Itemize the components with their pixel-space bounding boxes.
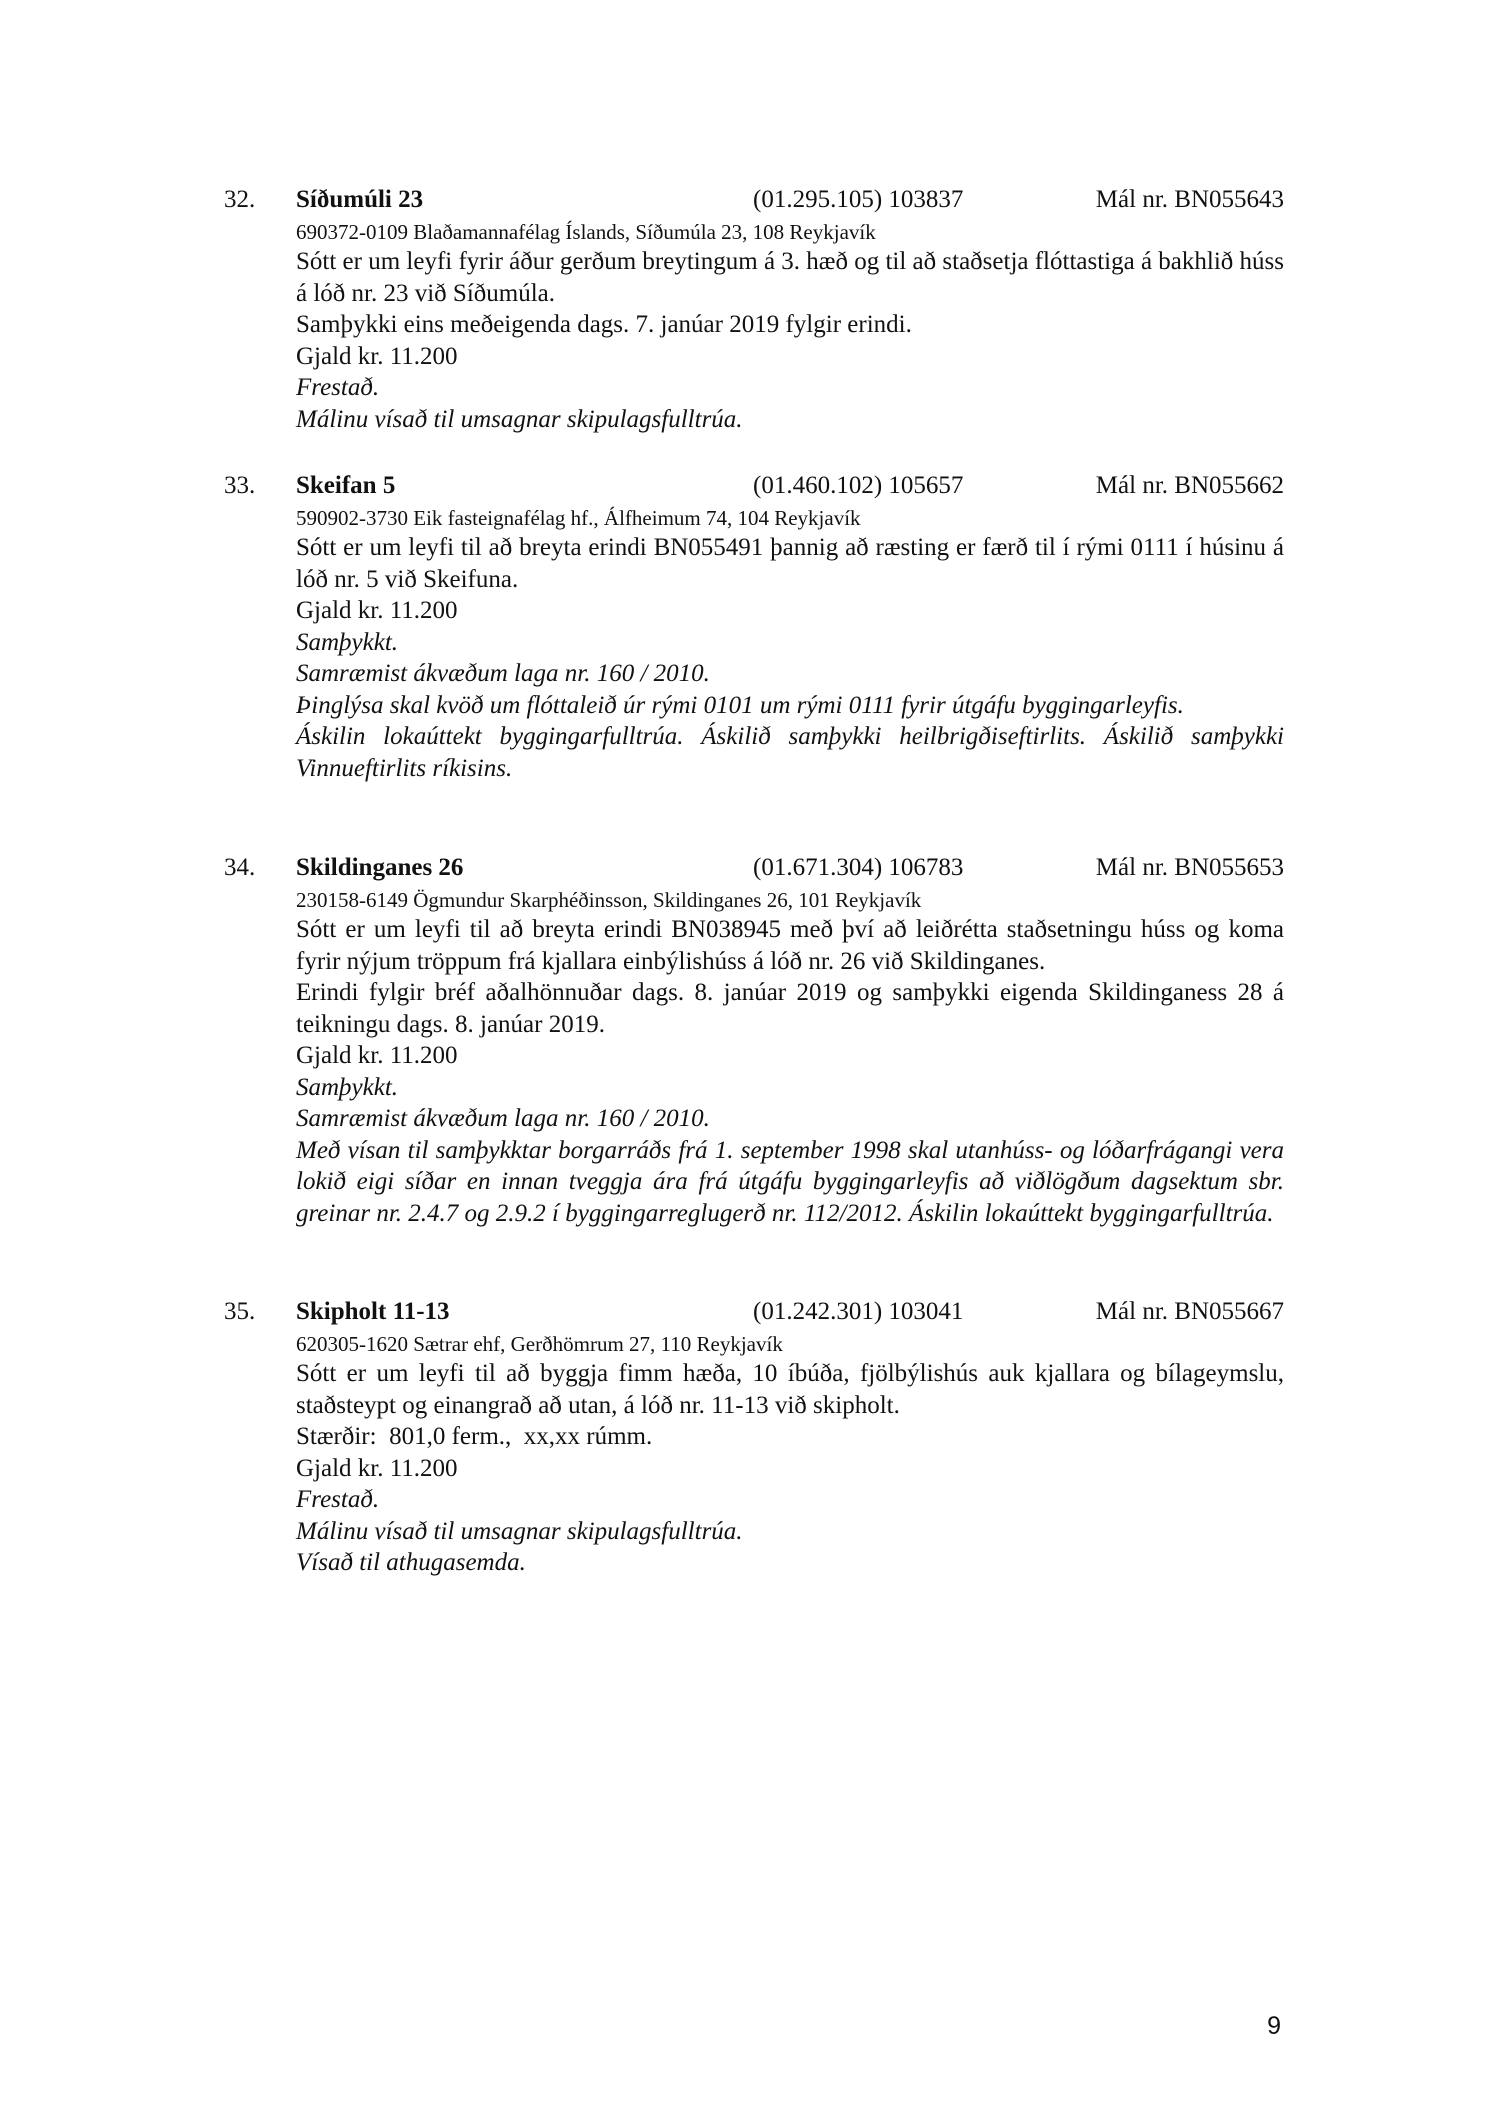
case-address: Skeifan 5 [296,472,396,499]
decision-note: Samræmist ákvæðum laga nr. 160 / 2010. [296,1105,710,1132]
land-id: (01.460.102) 105657 [753,472,964,499]
applicant: 620305-1620 Sætrar ehf, Gerðhömrum 27, 110 Reykjavík [296,1332,783,1356]
dimensions: Stærðir: 801,0 ferm., xx,xx rúmm. [296,1423,653,1450]
case-body [296,1358,1284,1579]
case-item-32 [224,182,1284,435]
applicant: 690372-0109 Blaðamannafélag Íslands, Síðumúla 23, 108 Reykjavík [296,220,876,244]
decision-note: Með vísan til samþykktar borgarráðs frá 1. september 1998 skal utanhúss- og lóðarfrágangi vera lokið eigi síðar en innan tveggja ára frá útgáfu byggingarleyfis að viðlögðum dagsektum sbr. greinar nr. 2.4.7 og 2.9.2 í byggingarreglugerð nr. 112/2012. Áskilin lokaúttekt byggingarfulltrúa. [296,1136,1284,1227]
case-header [224,850,1284,886]
case-item-34 [224,850,1284,1229]
decision-note: Vísað til athugasemda. [296,1549,526,1576]
decision-note: Málinu vísað til umsagnar skipulagsfulltrúa. [296,405,743,433]
case-item-33 [224,468,1284,784]
case-body [296,246,1284,435]
case-text: Erindi fylgir bréf aðalhönnuðar dags. 8. janúar 2019 og samþykki eigenda Skildinganess 28 á teikningu dags. 8. janúar 2019. [296,979,1284,1038]
decision-note: Málinu vísað til umsagnar skipulagsfulltrúa. [296,1517,743,1545]
case-text: Sótt er um leyfi fyrir áður gerðum breytingum á 3. hæð og til að staðsetja flóttastiga á bakhlið húss á lóð nr. 23 við Síðumúla. [296,248,1285,307]
fee: Gjald kr. 11.200 [296,1042,458,1069]
decision: Samþykkt. [296,1073,399,1101]
page-number: 9 [1267,2012,1281,2040]
case-number: 34. [224,854,256,881]
case-reference: Mál nr. BN055667 [1095,1298,1284,1325]
case-reference: Mál nr. BN055653 [1095,854,1284,881]
case-body [296,532,1284,784]
case-address: Skildinganes 26 [296,854,464,881]
case-text: Sótt er um leyfi til að breyta erindi BN038945 með því að leiðrétta staðsetningu húss og koma fyrir nýjum tröppum frá kjallara einbýlishúss á lóð nr. 26 við Skildinganes. [296,916,1284,975]
case-address: Síðumúli 23 [296,186,424,213]
decision-note: Þinglýsa skal kvöð um flóttaleið úr rými 0101 um rými 0111 fyrir útgáfu byggingarleyfis. [296,691,1184,719]
case-reference: Mál nr. BN055643 [1095,186,1284,213]
case-header [224,1294,1284,1330]
case-address: Skipholt 11-13 [296,1298,450,1325]
case-text: Samþykki eins meðeigenda dags. 7. janúar 2019 fylgir erindi. [296,311,912,338]
case-text: Sótt er um leyfi til að breyta erindi BN055491 þannig að ræsting er færð til í rými 0111 í húsinu á lóð nr. 5 við Skeifuna. [296,534,1284,593]
case-text: Sótt er um leyfi til að byggja fimm hæða, 10 íbúða, fjölbýlishús auk kjallara og bílageymslu, staðsteypt og einangrað að utan, á lóð nr. 11-13 við skipholt. [296,1360,1284,1419]
decision-note: Áskilin lokaúttekt byggingarfulltrúa. Áskilið samþykki heilbrigðiseftirlits. Áskilið samþykki Vinnueftirlits ríkisins. [296,723,1284,782]
case-number: 35. [224,1298,256,1325]
land-id: (01.242.301) 103041 [753,1298,964,1325]
case-body [296,914,1284,1229]
fee: Gjald kr. 11.200 [296,597,458,624]
fee: Gjald kr. 11.200 [296,342,458,370]
case-number: 33. [224,472,256,499]
decision-note: Samræmist ákvæðum laga nr. 160 / 2010. [296,660,710,687]
case-item-35 [224,1294,1284,1579]
case-header [224,468,1284,504]
decision: Frestað. [296,374,380,401]
decision: Samþykkt. [296,628,399,656]
applicant: 590902-3730 Eik fasteignafélag hf., Álfheimum 74, 104 Reykjavík [296,506,861,530]
decision: Frestað. [296,1486,380,1513]
land-id: (01.671.304) 106783 [753,854,964,881]
case-reference: Mál nr. BN055662 [1095,472,1284,499]
case-number: 32. [224,186,256,213]
fee: Gjald kr. 11.200 [296,1454,458,1482]
case-header [224,182,1284,218]
land-id: (01.295.105) 103837 [753,186,964,213]
applicant: 230158-6149 Ögmundur Skarphéðinsson, Skildinganes 26, 101 Reykjavík [296,888,922,912]
